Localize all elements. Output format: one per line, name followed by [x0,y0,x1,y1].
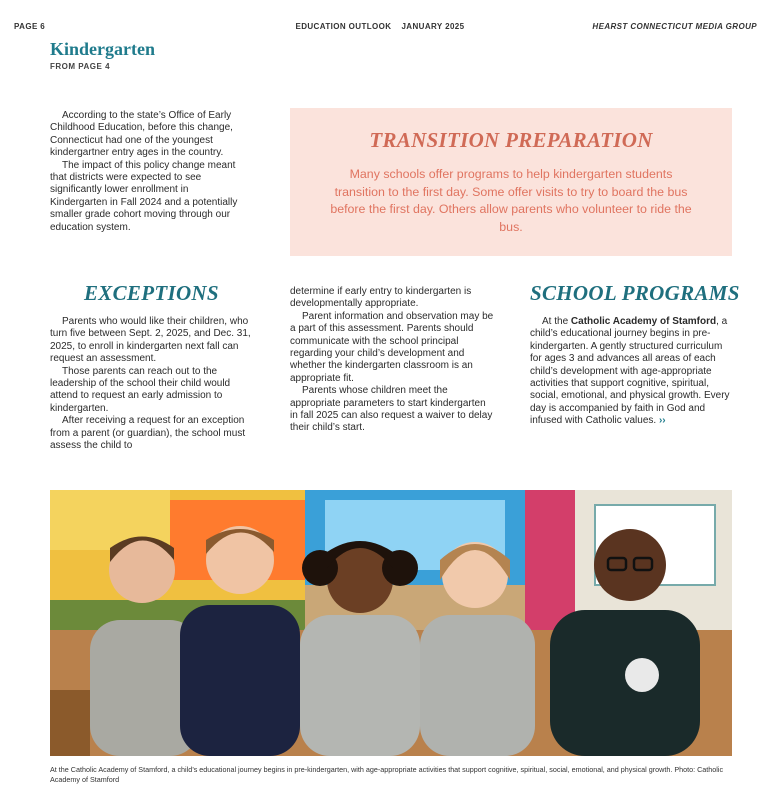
article-column-4 [530,316,730,428]
paragraph: The impact of this policy change meant that districts were expected to see significantly lower enrollment in Kindergarten in Fall 2024 and a potentially smaller grade cohort moving through our education system. [50,159,238,233]
paragraph [530,316,730,428]
section-name: EDUCATION OUTLOOK [295,22,392,31]
text-run: At the [542,316,571,327]
publisher-name: HEARST CONNECTICUT MEDIA GROUP [592,22,757,31]
paragraph: After receiving a request for an exception from a parent (or guardian), the school must assess the child to [50,415,246,452]
article-column-2 [50,316,253,452]
article-column-3 [290,286,495,435]
section-header [270,22,490,31]
paragraph: Parent information and observation may be a part of this assessment. Parents should communicate with the school principal regarding your child’s development and whether the kindergarten classroom is an appropriate fit. [290,310,494,384]
paragraph: Parents whose children meet the appropriate parameters to start kindergarten in fall 2025 can also request a waiver to delay their child’s start. [290,385,493,434]
issue-date: JANUARY 2025 [401,22,465,31]
classroom-photo [50,490,732,756]
sidebar-text: Many schools offer programs to help kindergarten students transition to the first day. Some offer visits to try to board the bus before the first day. Others allow parents who volunteer to ride the bus. [330,167,692,234]
jump-line: FROM PAGE 4 [50,62,111,71]
story-kicker: Kindergarten [50,39,155,59]
paragraph: Those parents can reach out to the leadership of the school their child would attend to request an early admission to kindergarten. [50,365,231,414]
photo-caption: At the Catholic Academy of Stamford, a child’s educational journey begins in pre-kindergarten, with age-appropriate activities that support cognitive, spiritual, social, emotional, and physical growth. Photo: Catholic Academy of Stamford [50,765,724,784]
paragraph: determine if early entry to kindergarten is developmentally appropriate. [290,286,472,310]
sidebar-title: TRANSITION PREPARATION [369,128,653,152]
text-run: , a child’s educational journey begins in pre-kindergarten. A gently structured curriculum for ages 3 and advances all areas of each child’s development with age-appropriate activities that support cognitive, spiritual, social, emotional, and physical growth. Every day is accompanied by faith in God and infused with Catholic values. [530,316,730,427]
section-heading-exceptions: EXCEPTIONS [84,281,219,305]
school-name: Catholic Academy of Stamford [570,316,717,327]
section-heading-school-programs: SCHOOL PROGRAMS [530,281,740,305]
page-number: PAGE 6 [14,22,46,31]
sidebar-box [290,108,732,256]
paragraph: According to the state’s Office of Early Childhood Education, before this change, Connecticut had one of the youngest kindergartner entry ages in the country. [50,110,233,159]
continued-arrow-icon[interactable]: ›› [658,415,666,427]
paragraph: Parents who would like their children, who turn five between Sept. 2, 2025, and Dec. 31, 2025, to enroll in kindergarten next fall can request an assessment. [50,316,251,365]
article-column-1 [50,110,248,234]
